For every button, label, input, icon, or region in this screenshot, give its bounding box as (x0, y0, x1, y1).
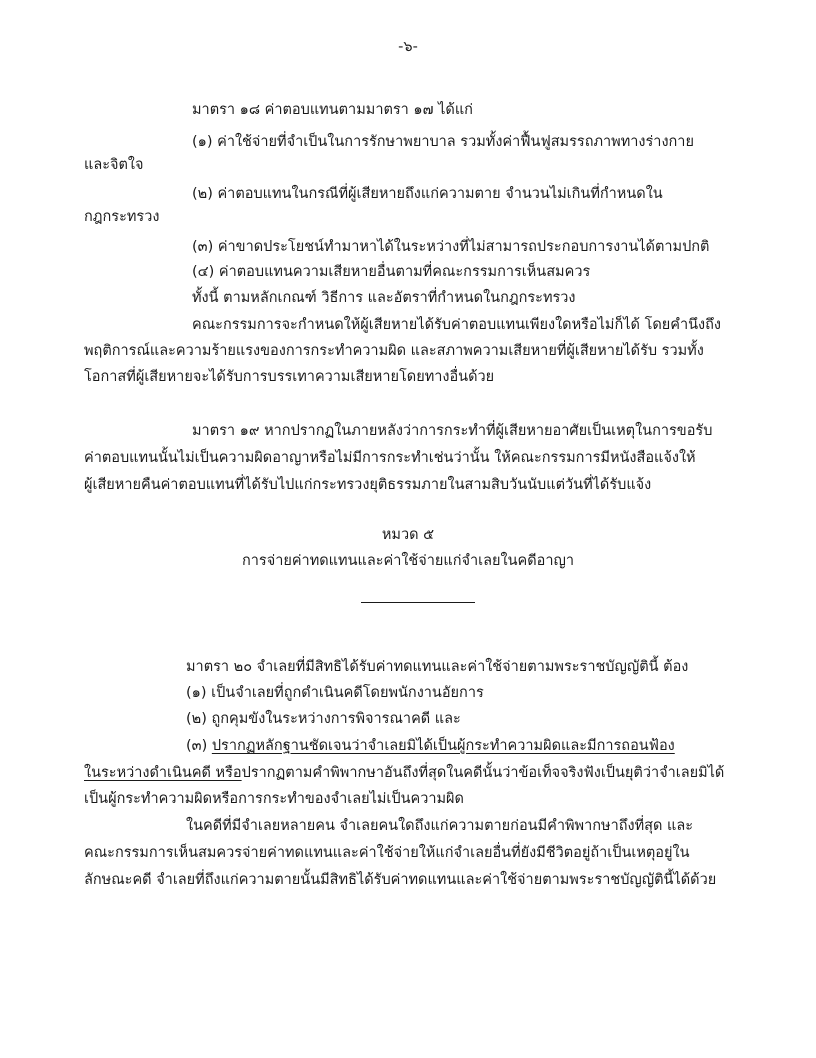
section-18-paragraph-line-3: โอกาสที่ผู้เสียหายจะได้รับการบรรเทาความเสียหายโดยทางอื่นด้วย (84, 369, 495, 385)
section-20-item-3-line-2 (84, 766, 724, 781)
section-19-line-1: มาตรา ๑๙ หากปรากฏในภายหลังว่าการกระทำที่ผู้เสียหายอาศัยเป็นเหตุในการขอรับ (192, 423, 713, 439)
section-18-paragraph-line-1: คณะกรรมการจะกำหนดให้ผู้เสียหายได้รับค่าตอบแทนเพียงใดหรือไม่ก็ได้ โดยคำนึงถึง (192, 317, 721, 333)
chapter-title: การจ่ายค่าทดแทนและค่าใช้จ่ายแก่จำเลยในคดีอาญา (242, 553, 574, 569)
section-18-note: ทั้งนี้ ตามหลักเกณฑ์ วิธีการ และอัตราที่กำหนดในกฎกระทรวง (192, 290, 576, 306)
section-20-paragraph-line-2: คณะกรรมการเห็นสมควรจ่ายค่าทดแทนและค่าใช้จ่ายให้แก่จำเลยอื่นที่ยังมีชีวิตอยู่ถ้าเป็นเหตุอยู่ใน (84, 845, 690, 861)
section-18-paragraph-line-2: พฤติการณ์และความร้ายแรงของการกระทำความผิด และสภาพความเสียหายที่ผู้เสียหายได้รับ รวมทั้ง (84, 343, 704, 359)
section-20-item-3-line-2-underlined: ในระหว่างดำเนินคดี หรือ (84, 765, 242, 781)
section-18-item-2-continued: กฎกระทรวง (84, 209, 160, 225)
section-20-heading: มาตรา ๒๐ จำเลยที่มีสิทธิได้รับค่าทดแทนและค่าใช้จ่ายตามพระราชบัญญัตินี้ ต้อง (186, 659, 689, 675)
section-20-item-3 (186, 739, 675, 754)
section-20-item-3-underlined-text: ปรากฏหลักฐานชัดเจนว่าจำเลยมิได้เป็นผู้กระทำความผิดและมีการถอนฟ้อง (211, 738, 675, 754)
section-20-paragraph-line-1: ในคดีที่มีจำเลยหลายคน จำเลยคนใดถึงแก่ความตายก่อนมีคำพิพากษาถึงที่สุด และ (186, 818, 694, 834)
page-number: -๖- (398, 39, 418, 55)
section-20-item-1: (๑) เป็นจำเลยที่ถูกดำเนินคดีโดยพนักงานอัยการ (186, 685, 484, 701)
section-18-item-3: (๓) ค่าขาดประโยชน์ทำมาหาได้ในระหว่างที่ไม่สามารถประกอบการงานได้ตามปกติ (192, 239, 710, 255)
section-18-item-1: (๑) ค่าใช้จ่ายที่จำเป็นในการรักษาพยาบาล รวมทั้งค่าฟื้นฟูสมรรถภาพทางร่างกาย (192, 134, 694, 150)
section-20-item-3-line-2-rest: ปรากฏตามคำพิพากษาอันถึงที่สุดในคดีนั้นว่าข้อเท็จจริงฟังเป็นยุติว่าจำเลยมิได้ (241, 765, 725, 781)
section-20-item-3-number: (๓) (186, 738, 208, 754)
chapter-number: หมวด ๕ (381, 527, 435, 543)
section-18-item-4: (๔) ค่าตอบแทนความเสียหายอื่นตามที่คณะกรรมการเห็นสมควร (192, 264, 591, 280)
section-18-item-1-continued: และจิตใจ (84, 157, 144, 173)
section-20-item-3-line-3: เป็นผู้กระทำความผิดหรือการกระทำของจำเลยไม่เป็นความผิด (84, 791, 464, 807)
section-20-item-2: (๒) ถูกคุมขังในระหว่างการพิจารณาคดี และ (186, 711, 461, 727)
section-18-item-2: (๒) ค่าตอบแทนในกรณีที่ผู้เสียหายถึงแก่ความตาย จำนวนไม่เกินที่กำหนดใน (192, 186, 663, 202)
section-19-line-2: ค่าตอบแทนนั้นไม่เป็นความผิดอาญาหรือไม่มีการกระทำเช่นว่านั้น ให้คณะกรรมการมีหนังสือแจ้งให้ (84, 450, 696, 466)
section-19-line-3: ผู้เสียหายคืนค่าตอบแทนที่ได้รับไปแก่กระทรวงยุติธรรมภายในสามสิบวันนับแต่วันที่ได้รับแจ้ง (84, 477, 652, 493)
section-18-heading: มาตรา ๑๘ ค่าตอบแทนตามมาตรา ๑๗ ได้แก่ (192, 102, 473, 118)
section-20-paragraph-line-3: ลักษณะคดี จำเลยที่ถึงแก่ความตายนั้นมีสิทธิได้รับค่าทดแทนและค่าใช้จ่ายตามพระราชบัญญัตินี้ได้ด้วย (84, 872, 717, 888)
chapter-divider (361, 602, 475, 603)
